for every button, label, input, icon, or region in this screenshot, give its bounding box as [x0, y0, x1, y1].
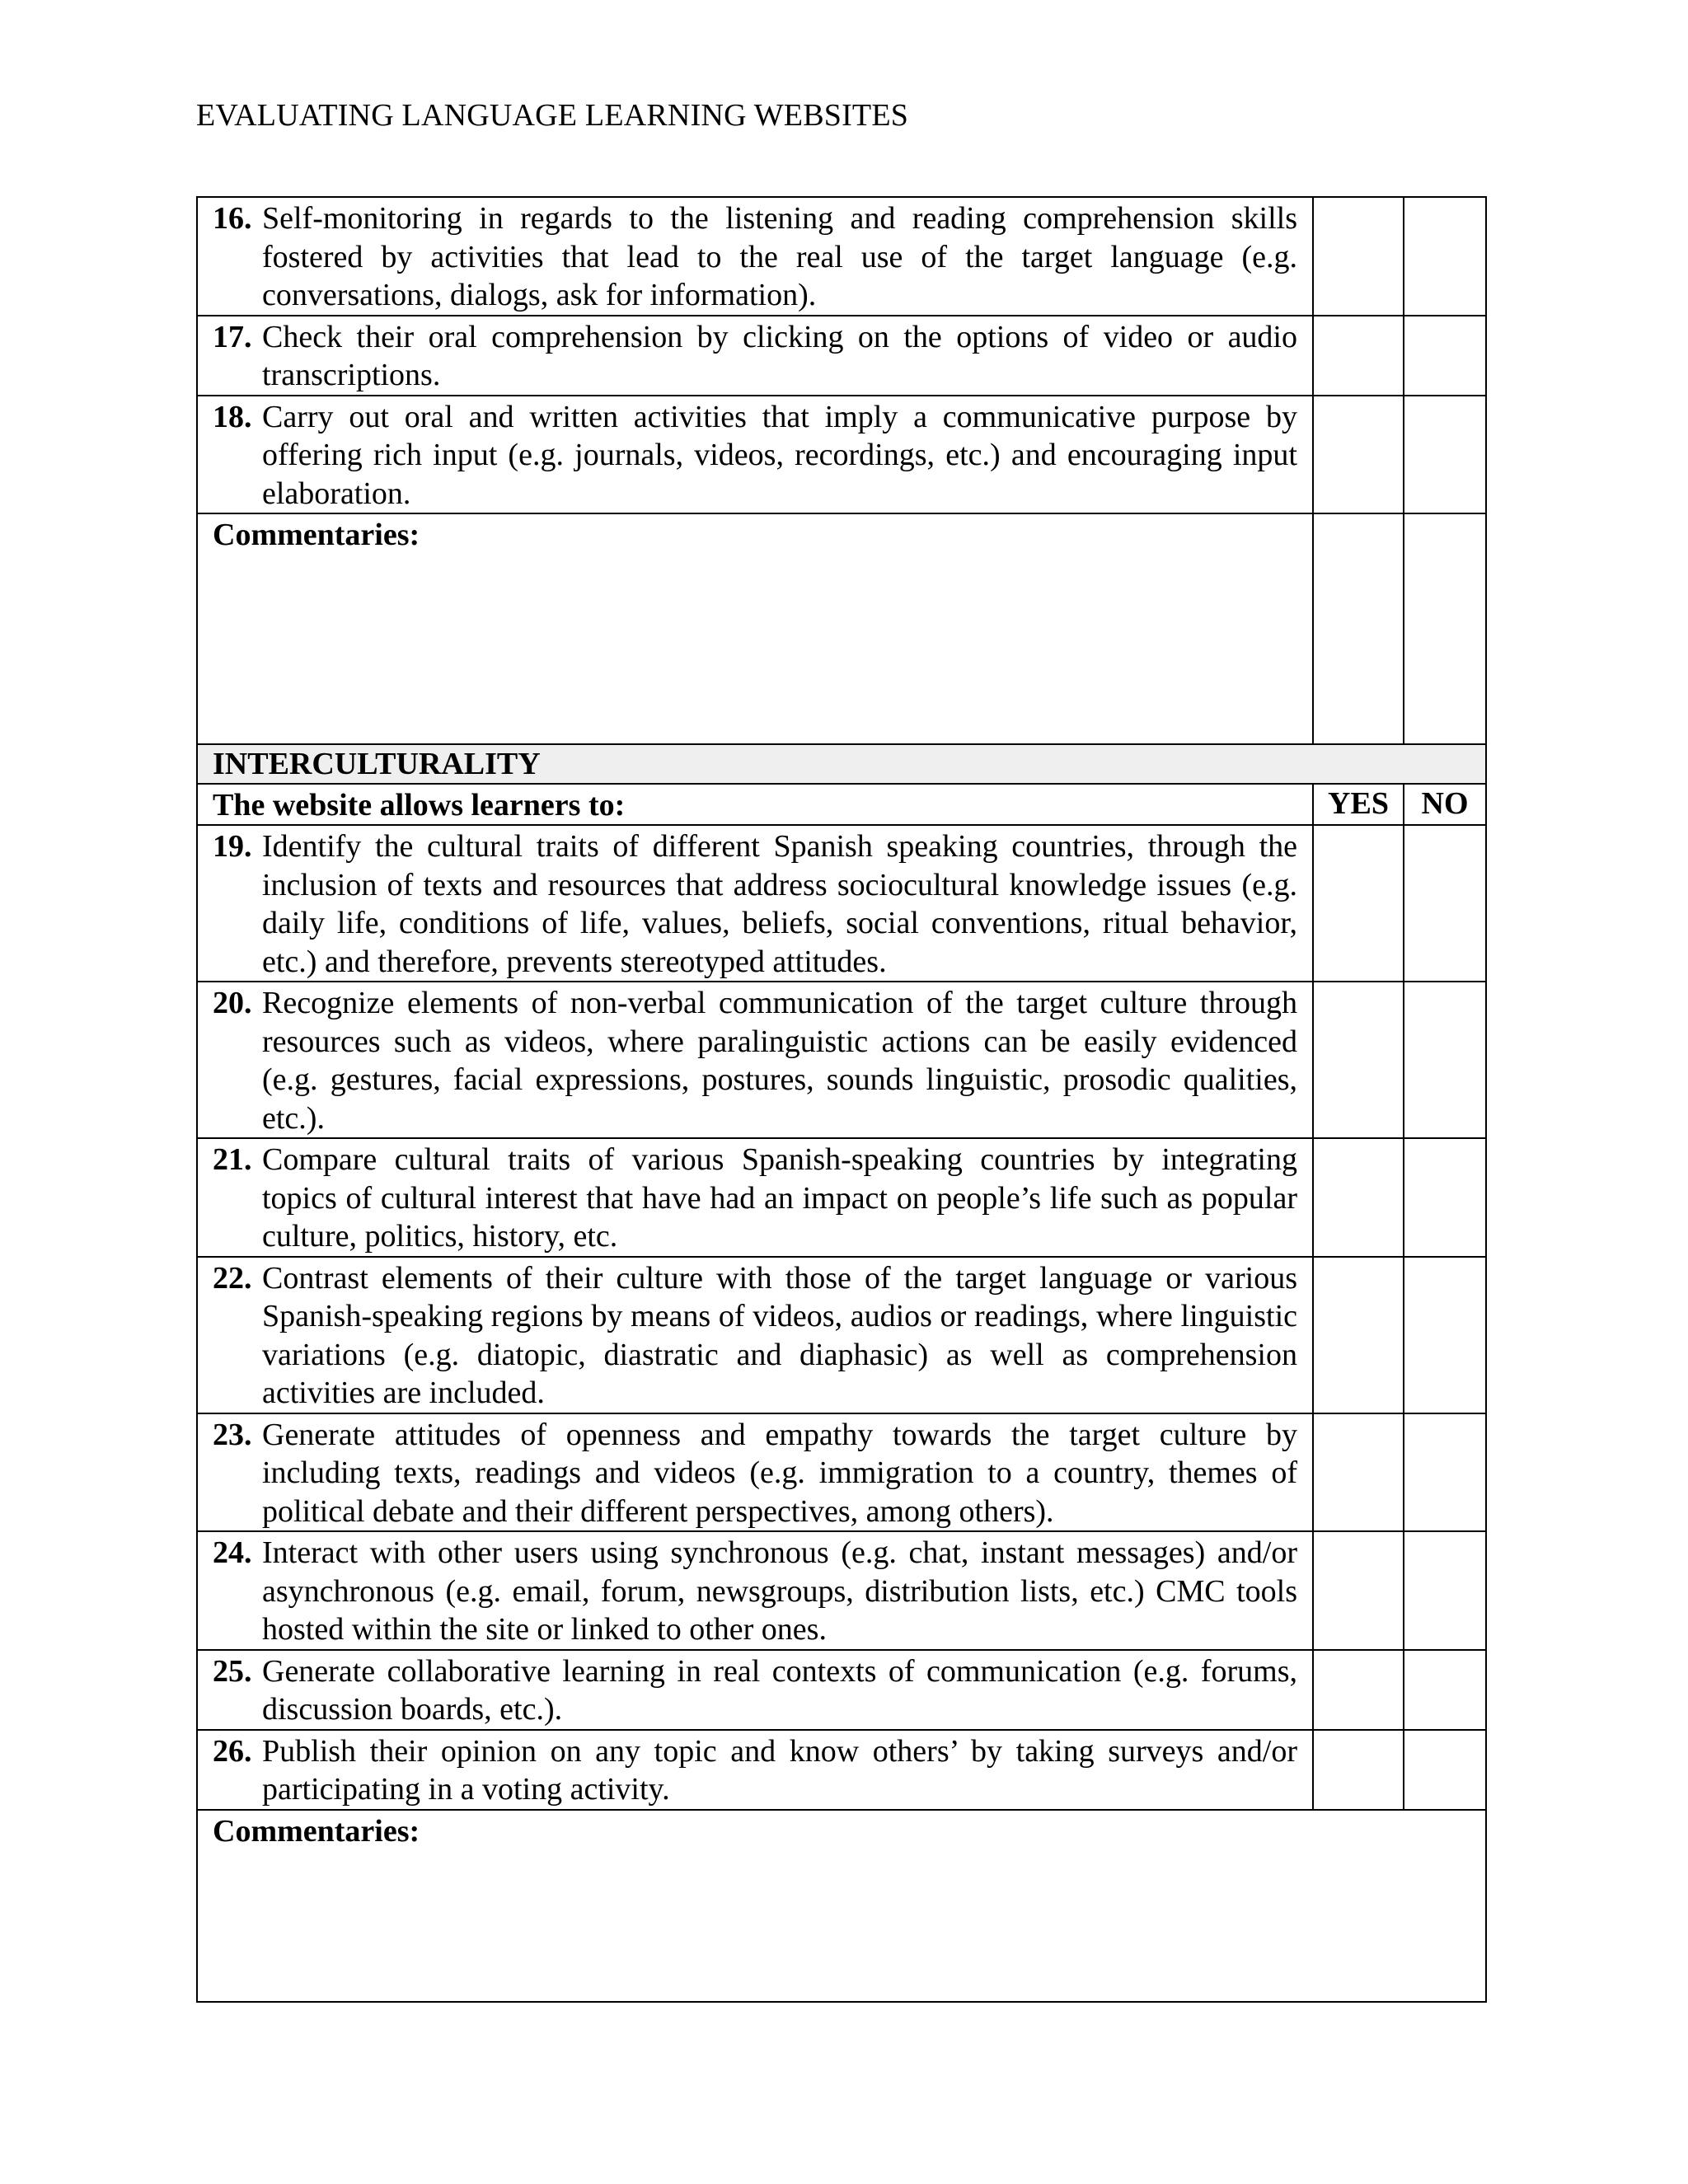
- item-text: Recognize elements of non-verbal communication of the target culture through resources such as videos, where paralinguistic actions can be easily evidenced (e.g. gestures, facial expressions, postures, sounds linguistic, prosodic qualities, etc.).: [262, 986, 1297, 1136]
- item-number: 21.: [213, 1142, 252, 1177]
- evaluation-table: [196, 196, 1487, 2003]
- item-row-20: [197, 982, 1486, 1138]
- item-text: Identify the cultural traits of different Spanish speaking countries, through the inclusion of texts and resources that address sociocultural knowledge issues (e.g. daily life, conditions of life, values, beliefs, social conventions, ritual behavior, etc.) and therefore, prevents stereotyped attitudes.: [262, 829, 1297, 979]
- item-text: Compare cultural traits of various Spanish-speaking countries by integrating topics of cultural interest that have had an impact on people’s life such as popular culture, politics, history, etc.: [262, 1142, 1297, 1254]
- yes-checkbox-cell[interactable]: [1313, 1730, 1404, 1810]
- item-cell: [197, 1257, 1313, 1413]
- section-row: [197, 744, 1486, 784]
- empty-cell: [1404, 513, 1486, 744]
- yes-checkbox-cell[interactable]: [1313, 1138, 1404, 1257]
- item-cell: [197, 1531, 1313, 1650]
- item-row-22: [197, 1257, 1486, 1413]
- commentaries-row: [197, 1810, 1486, 2002]
- yes-checkbox-cell[interactable]: [1313, 316, 1404, 396]
- no-checkbox-cell[interactable]: [1404, 1257, 1486, 1413]
- item-row-21: [197, 1138, 1486, 1257]
- subheader-row: [197, 784, 1486, 825]
- yes-checkbox-cell[interactable]: [1313, 982, 1404, 1138]
- item-row-16: [197, 197, 1486, 316]
- item-cell: [197, 396, 1313, 514]
- commentaries-label[interactable]: Commentaries:: [197, 513, 1313, 744]
- item-row-19: [197, 825, 1486, 982]
- item-text: Interact with other users using synchronous (e.g. chat, instant messages) and/or asynchronous (e.g. email, forum, newsgroups, distribution lists, etc.) CMC tools hosted within the site or linked to other ones.: [262, 1535, 1297, 1647]
- item-row-25: [197, 1650, 1486, 1730]
- yes-checkbox-cell[interactable]: [1313, 197, 1404, 316]
- no-checkbox-cell[interactable]: [1404, 825, 1486, 982]
- item-row-18: [197, 396, 1486, 514]
- item-cell: [197, 1413, 1313, 1532]
- yes-checkbox-cell[interactable]: [1313, 1257, 1404, 1413]
- no-column-header: NO: [1404, 784, 1486, 825]
- item-cell: [197, 1730, 1313, 1810]
- item-number: 25.: [213, 1653, 252, 1689]
- item-text: Check their oral comprehension by clicking on the options of video or audio transcriptions.: [262, 319, 1297, 392]
- no-checkbox-cell[interactable]: [1404, 1650, 1486, 1730]
- item-number: 18.: [213, 399, 252, 434]
- empty-cell: [1313, 513, 1404, 744]
- item-cell: [197, 982, 1313, 1138]
- item-text: Carry out oral and written activities that imply a communicative purpose by offering rich input (e.g. journals, videos, recordings, etc.) and encouraging input elaboration.: [262, 399, 1297, 511]
- yes-column-header: YES: [1313, 784, 1404, 825]
- no-checkbox-cell[interactable]: [1404, 1138, 1486, 1257]
- item-text: Self-monitoring in regards to the listening and reading comprehension skills fostered by activities that lead to the real use of the target language (e.g. conversations, dialogs, ask for information).: [262, 201, 1297, 312]
- item-number: 20.: [213, 986, 252, 1020]
- page-header: EVALUATING LANGUAGE LEARNING WEBSITES: [196, 98, 909, 133]
- item-number: 19.: [213, 829, 252, 864]
- item-number: 22.: [213, 1260, 252, 1296]
- yes-checkbox-cell[interactable]: [1313, 825, 1404, 982]
- item-cell: [197, 1138, 1313, 1257]
- item-cell: [197, 1650, 1313, 1730]
- item-row-23: [197, 1413, 1486, 1532]
- no-checkbox-cell[interactable]: [1404, 1413, 1486, 1532]
- no-checkbox-cell[interactable]: [1404, 1531, 1486, 1650]
- yes-checkbox-cell[interactable]: [1313, 1413, 1404, 1532]
- no-checkbox-cell[interactable]: [1404, 197, 1486, 316]
- item-cell: [197, 316, 1313, 396]
- commentaries-label[interactable]: Commentaries:: [197, 1810, 1486, 2002]
- yes-checkbox-cell[interactable]: [1313, 1531, 1404, 1650]
- item-text: Generate attitudes of openness and empathy towards the target culture by including texts, readings and videos (e.g. immigration to a country, themes of political debate and their different perspectives, among others).: [262, 1417, 1297, 1529]
- section-intro: The website allows learners to:: [197, 784, 1313, 825]
- item-number: 16.: [213, 201, 252, 236]
- item-number: 17.: [213, 319, 252, 354]
- commentaries-row: [197, 513, 1486, 744]
- item-text: Generate collaborative learning in real contexts of communication (e.g. forums, discussion boards, etc.).: [262, 1653, 1297, 1727]
- item-text: Contrast elements of their culture with those of the target language or various Spanish-speaking regions by means of videos, audios or readings, where linguistic variations (e.g. diatopic, diastratic and diaphasic) as well as comprehension activities are included.: [262, 1260, 1297, 1410]
- item-row-26: [197, 1730, 1486, 1810]
- item-row-17: [197, 316, 1486, 396]
- item-cell: [197, 197, 1313, 316]
- item-cell: [197, 825, 1313, 982]
- yes-checkbox-cell[interactable]: [1313, 1650, 1404, 1730]
- section-title: INTERCULTURALITY: [197, 744, 1486, 784]
- no-checkbox-cell[interactable]: [1404, 1730, 1486, 1810]
- item-row-24: [197, 1531, 1486, 1650]
- item-number: 26.: [213, 1733, 252, 1769]
- no-checkbox-cell[interactable]: [1404, 316, 1486, 396]
- item-text: Publish their opinion on any topic and know others’ by taking surveys and/or participating in a voting activity.: [262, 1733, 1297, 1807]
- yes-checkbox-cell[interactable]: [1313, 396, 1404, 514]
- item-number: 23.: [213, 1417, 252, 1452]
- no-checkbox-cell[interactable]: [1404, 396, 1486, 514]
- item-number: 24.: [213, 1535, 252, 1570]
- no-checkbox-cell[interactable]: [1404, 982, 1486, 1138]
